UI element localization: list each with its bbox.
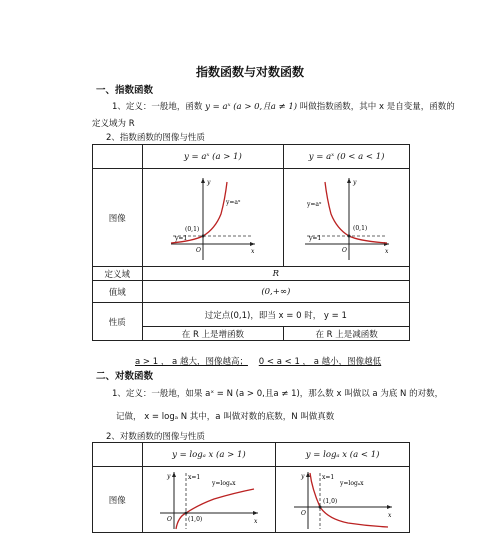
y-axis-arrow [172, 472, 176, 477]
log-graph-increasing [154, 469, 264, 531]
section-heading-exponential: 一、指数函数 [96, 85, 154, 96]
property-fixed-point: 过定点(0,1)，即当 x = 0 时， y = 1 [142, 303, 409, 327]
y-axis-label: y [352, 178, 356, 186]
y-axis-arrow [306, 472, 310, 477]
log-col-head-a-lt-1: y = logₐ x (a < 1) [276, 443, 410, 467]
definition-line-2: 定义域为 R [92, 119, 135, 129]
log-graph-increasing-cell [142, 467, 276, 533]
line-label: x=1 [321, 473, 334, 481]
log-definition-line-1: 1、定义：一般地，如果 aˣ = N (a > 0,且a ≠ 1)，那么数 x 叫做以 a 为底 N 的对数， [112, 389, 444, 399]
point-label: (0,1) [184, 225, 200, 233]
definition-formula: y = aˣ (a > 0,且a ≠ 1) [205, 102, 298, 112]
line-label: y=1 [174, 234, 188, 242]
note-a-lt-1: 0 < a < 1 ， a 越小，图像越低 [258, 357, 382, 367]
point-label: (1,0) [187, 515, 203, 523]
point-label: (1,0) [322, 497, 337, 505]
y-axis-arrow [347, 178, 351, 183]
curve-label: y=aˣ [306, 200, 322, 208]
table-corner-cell [93, 145, 143, 169]
section-heading-logarithmic: 二、对数函数 [96, 371, 154, 382]
exp-col-head-a-lt-1: y = aˣ (0 < a < 1) [284, 145, 410, 169]
y-axis-arrow [201, 178, 205, 183]
curve-label: y=logₐx [211, 479, 236, 487]
point-1-0 [318, 505, 321, 508]
row-label-domain: 定义域 [93, 267, 143, 281]
exp-curve-decreasing [325, 182, 387, 243]
x-axis-arrow [250, 242, 255, 246]
origin-label: O [195, 246, 201, 254]
exp-graph-decreasing-cell [284, 169, 410, 267]
definition-suffix: 叫做指数函数，其中 x 是自变量，函数的 [299, 102, 455, 112]
definition-prefix: 1、定义：一般地，函数 [112, 102, 203, 112]
origin-label: O [341, 246, 347, 254]
log-properties-table [92, 442, 410, 533]
log-graph-decreasing [288, 469, 398, 531]
comparison-note [135, 355, 381, 367]
x-axis-label: x [250, 247, 255, 255]
exp-properties-table [92, 144, 410, 341]
note-a-gt-1: a > 1 ， a 越大，图像越高； [135, 357, 248, 367]
log-graph-decreasing-cell [276, 467, 410, 533]
point-label: (0,1) [352, 224, 367, 232]
row-label-property: 性质 [93, 303, 143, 341]
point-1-0 [184, 511, 187, 514]
domain-value: R [142, 267, 409, 281]
x-axis-label: x [384, 247, 388, 255]
log-definition-line-2: 记做， x = logₐ N 其中，a 叫做对数的底数，N 叫做真数 [116, 412, 335, 422]
property-increasing: 在 R 上是增函数 [142, 327, 284, 341]
subheading-exp-graph: 2、指数函数的图像与性质 [106, 133, 205, 143]
y-axis-label: y [300, 472, 305, 480]
point-0-1 [347, 234, 350, 237]
exp-graph-increasing [163, 174, 263, 262]
exp-graph-decreasing [297, 174, 397, 262]
page-title: 指数函数与对数函数 [195, 65, 304, 79]
point-0-1 [201, 234, 204, 237]
x-axis-arrow [387, 505, 392, 509]
line-label: y=1 [308, 234, 321, 242]
line-label: x=1 [187, 473, 201, 481]
range-value: (0,+∞) [142, 281, 409, 303]
origin-label: O [300, 509, 306, 517]
row-label-image: 图像 [93, 467, 143, 533]
exp-graph-increasing-cell [142, 169, 284, 267]
property-decreasing: 在 R 上是减函数 [284, 327, 410, 341]
row-label-range: 值域 [93, 281, 143, 303]
exp-col-head-a-gt-1: y = aˣ (a > 1) [142, 145, 284, 169]
x-axis-label: x [253, 517, 258, 525]
curve-label: y=aˣ [225, 198, 241, 206]
row-label-image: 图像 [93, 169, 143, 267]
origin-label: O [166, 515, 172, 523]
curve-label: y=logₐx [339, 479, 364, 487]
x-axis-arrow [253, 511, 258, 515]
y-axis-label: y [166, 472, 171, 480]
y-axis-label: y [206, 178, 211, 186]
log-curve-increasing [176, 489, 254, 529]
log-col-head-a-gt-1: y = logₐ x (a > 1) [142, 443, 276, 467]
definition-line-1 [112, 100, 455, 112]
subheading-log-graph: 2、对数函数的图像与性质 [106, 432, 205, 442]
exp-curve-increasing [171, 182, 227, 243]
table-corner-cell [93, 443, 143, 467]
x-axis-label: x [387, 511, 392, 519]
